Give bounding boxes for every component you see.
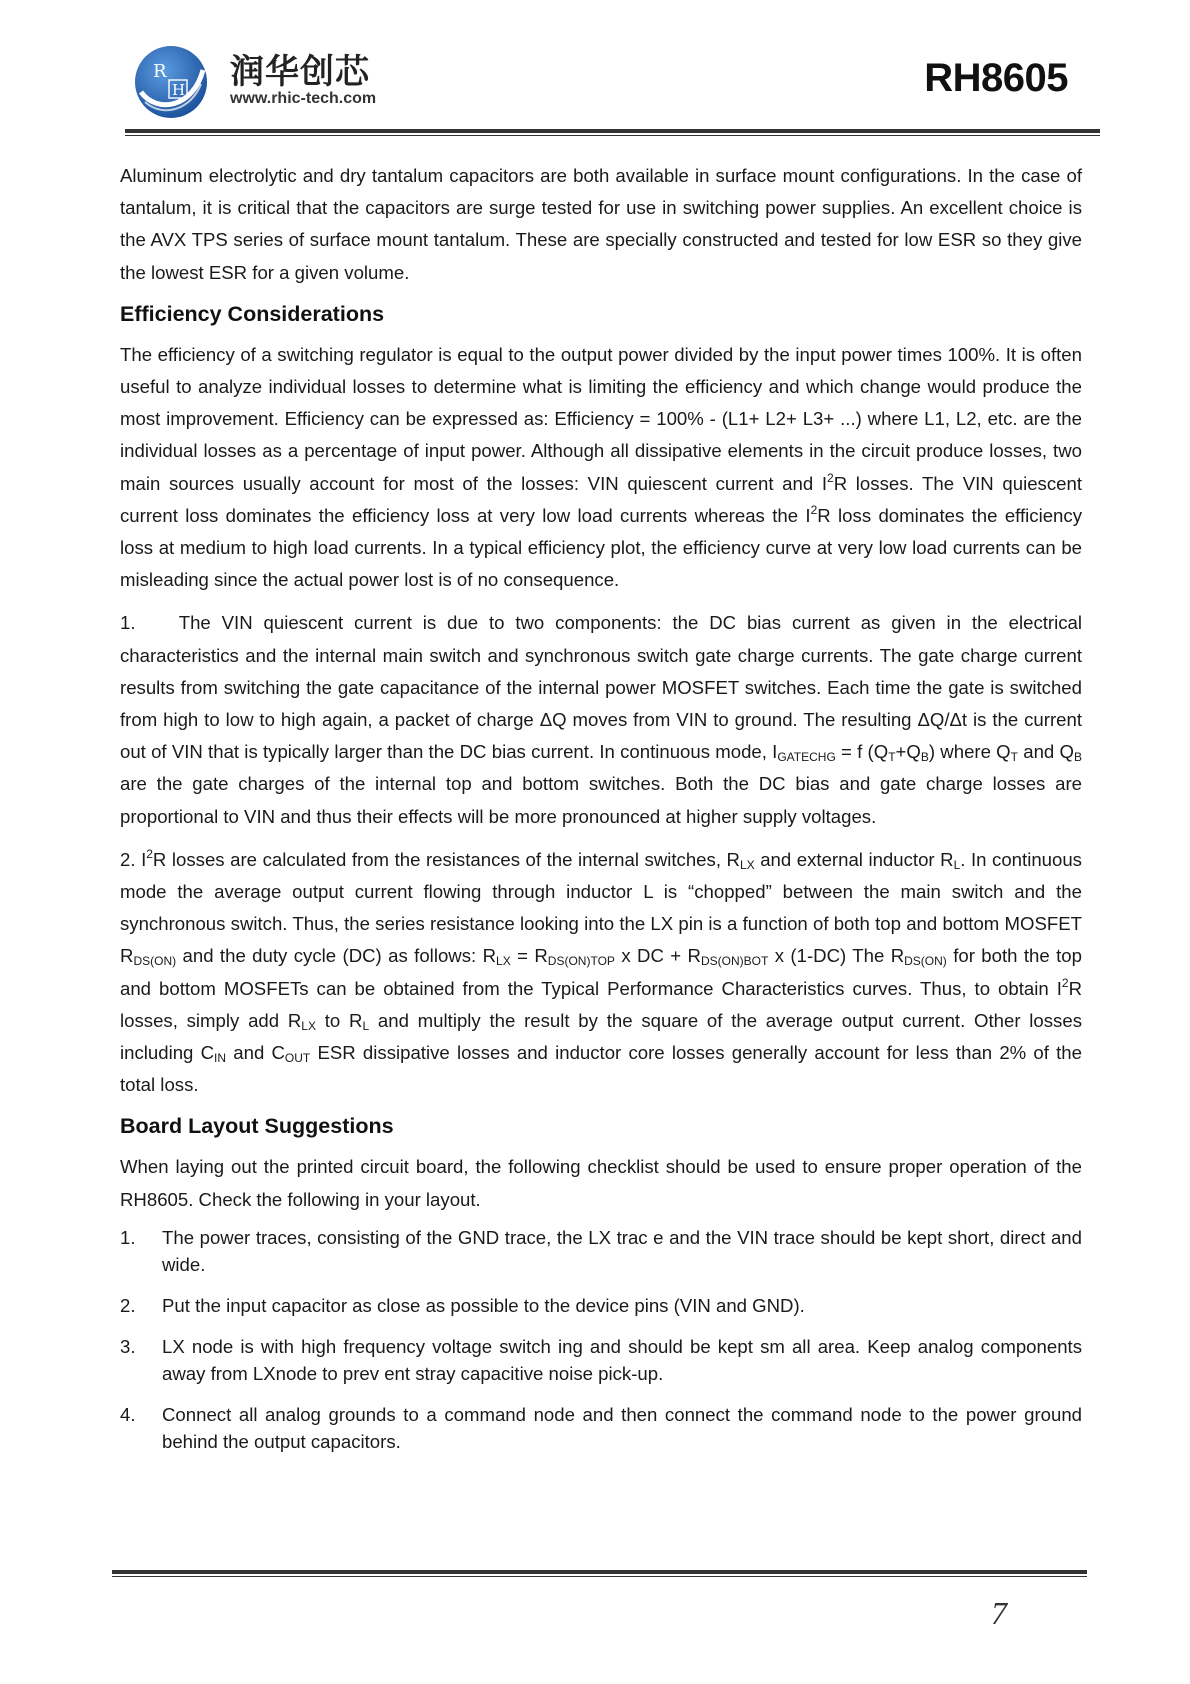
page-number: 7 — [991, 1595, 1007, 1631]
heading-board-layout: Board Layout Suggestions — [120, 1114, 394, 1139]
logo-letter-r: R — [153, 61, 167, 82]
page-header — [0, 0, 1190, 140]
efficiency-item-1: 1. The VIN quiescent current is due to two components: the DC bias current as given in the electrical characteristics and the internal main switch and synchronous switch gate charge currents. The gate charge current results from switching the gate capacitance of the internal power MOSFET switches. Each time the gate is switched from high to low to high again, a packet of charge ΔQ moves from VIN to ground. The resulting ΔQ/Δt is the current out of VIN that is typically larger than the DC bias current. In continuous mode, $I_{GATECHG} = f$ $(Q_T+Q_B)$ where $Q_T$ and $Q_B$ are the gate charges of the internal top and bottom switches. Both the DC bias and gate charge losses are proportional to VIN and thus their effects will be more pronounced at higher supply voltages. — [120, 612, 1083, 827]
intro-paragraph: Aluminum electrolytic and dry tantalum capacitors are both available in surface mount configurations. In the case of tantalum, it is critical that the capacitors are surge tested for use in switching power supplies. An excellent choice is the AVX TPS series of surface mount tantalum. These are specially constructed and tested for low ESR so they give the lowest ESR for a given volume. — [120, 165, 1082, 283]
logo-letter-h: H — [172, 81, 186, 99]
company-logo-icon — [133, 44, 209, 120]
brand-name-cn: 润华创芯 — [230, 52, 370, 92]
document-body — [120, 160, 1082, 1469]
list-item: 1. The power traces, consisting of the GND trace, the LX trac e and the VIN trace should be kept short, direct and wide. — [120, 1226, 1082, 1275]
layout-checklist — [120, 1224, 1082, 1455]
efficiency-paragraph: The efficiency of a switching regulator is equal to the output power divided by the input power times 100%. It is often useful to analyze individual losses to determine what is limiting the efficiency and which change would produce the most improvement. Efficiency can be expressed as: Efficiency = 100% - (L1+ L2+ L3+ ...) where L1, L2, etc. are the individual losses as a percentage of input power. Although all dissipative elements in the circuit produce losses, two main sources usually account for most of the losses: VIN quiescent current and $I^2R$ losses. The VIN quiescent current loss dominates the efficiency loss at very low load currents whereas the $I^2R$ loss dominates the efficiency loss at medium to high load currents. In a typical efficiency plot, the efficiency curve at very low load currents can be misleading since the actual power lost is of no consequence. — [120, 343, 1082, 591]
heading-efficiency: Efficiency Considerations — [120, 301, 385, 326]
layout-intro-paragraph: When laying out the printed circuit board, the following checklist should be used to ensure proper operation of the RH8605. Check the following in your layout. — [120, 1156, 1082, 1210]
header-divider — [125, 129, 1100, 136]
list-item: 2. Put the input capacitor as close as possible to the device pins (VIN and GND). — [120, 1294, 805, 1316]
list-item: 4. Connect all analog grounds to a command node and then connect the command node to the power ground behind the output capacitors. — [120, 1403, 1082, 1452]
footer-divider — [112, 1570, 1087, 1577]
part-number: RH8605 — [924, 56, 1068, 100]
list-item: 3. LX node is with high frequency voltage switch ing and should be kept sm all area. Keep analog components away from LXnode to prev ent stray capacitive noise pick-up. — [120, 1335, 1082, 1384]
efficiency-item-2: 2. $I^2R$ losses are calculated from the resistances of the internal switches, $R_{LX}$ and external inductor $R_L$. In continuous mode the average output current flowing through inductor L is “chopped” between the main switch and the synchronous switch. Thus, the series resistance looking into the LX pin is a function of both top and bottom MOSFET $R_{DS(ON)}$ and the duty cycle (DC) as follows: $R_{LX} = R_{DS(ON)TOP}$ x DC + $R_{DS(ON)BOT}$ x (1-DC) The $R_{DS(ON)}$ for both the top and bottom MOSFETs can be obtained from the Typical Performance Characteristics curves. Thus, to obtain $I^2R$ losses, simply add $R_{LX}$ to $R_L$ and multiply the result by the square of the average output current. Other losses including $C_{IN}$ and $C_{OUT}$ ESR dissipative losses and inductor core losses generally account for less than 2% of the total loss. — [120, 846, 1082, 1096]
brand-url: www.rhic-tech.com — [230, 90, 377, 107]
